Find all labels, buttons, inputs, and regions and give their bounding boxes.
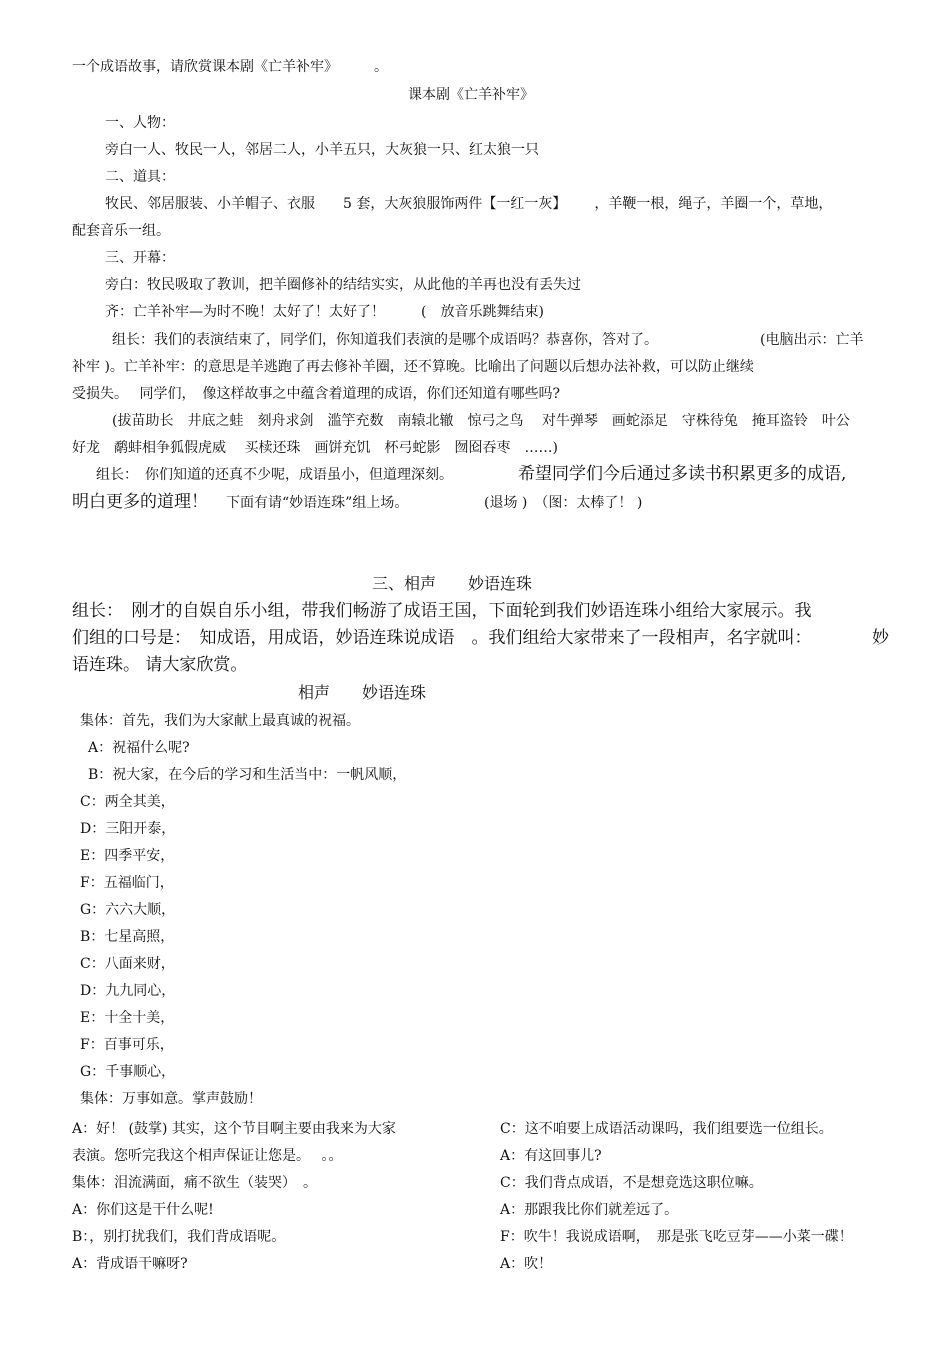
section-3-line-2a: 们组的口号是： 知成语，用成语，妙语连珠说成语 。我们组给大家带来了一段相声，名字就叫： <box>72 628 812 648</box>
chorus-text: 齐：亡羊补牢—为时不晚！太好了！太好了！ <box>105 304 385 320</box>
dialogue-line: G：六六大顺， <box>80 902 176 918</box>
leader-speech-2d: 下面有请“妙语连珠”组上场。 <box>226 495 409 511</box>
section-3-line-1: 组长： 刚才的自娱自乐小组，带我们畅游了成语王国，下面轮到我们妙语连珠小组给大家展示。我 <box>72 601 812 621</box>
intro-text: 一个成语故事，请欣赏课本剧《亡羊补牢》 <box>72 59 338 75</box>
props-part-b: 5 套，大灰狼服饰两件【一红一灰】 <box>343 196 567 212</box>
right-column-line: A：那跟我比你们就差远了。 <box>500 1202 679 1218</box>
right-column-line: A：有这回事儿? <box>500 1148 602 1164</box>
left-column-line: 表演。您听完我这个相声保证让您是。 。。 <box>72 1148 343 1164</box>
dialogue-line: 集体：首先，我们为大家献上最真诚的祝福。 <box>80 713 360 729</box>
right-column-line: F：吹牛！我说成语啊， 那是张飞吃豆芽——小菜一碟！ <box>500 1229 853 1245</box>
dialogue-line: G：千事顺心， <box>80 1064 176 1080</box>
left-column-line: 集体：泪流满面，痛不欲生（装哭） 。 <box>72 1175 317 1191</box>
idioms-line-1: (拔苗助长 井底之蛙 刻舟求剑 滥竽充数 南辕北辙 惊弓之鸟 对牛弹琴 画蛇添足 守株待兔 掩耳盗铃 叶公 <box>112 413 850 429</box>
dialogue-line: A：祝福什么呢? <box>88 740 190 756</box>
left-column-line: B：，别打扰我们，我们背成语呢。 <box>72 1229 286 1245</box>
leader-speech-1c: 补牢 )。亡羊补牢：的意思是羊逃跑了再去修补羊圈，还不算晚。比喻出了问题以后想办法补救，可以防止继续 <box>72 359 754 375</box>
opening-heading: 三、开幕： <box>105 250 175 266</box>
section-3-line-2b: 妙 <box>872 628 889 648</box>
leader-speech-2c: 明白更多的道理！ <box>72 492 208 512</box>
intro-line <box>72 58 388 76</box>
play-title: 课本剧《亡羊补牢》 <box>408 87 534 103</box>
characters-text: 旁白一人、牧民一人，邻居二人，小羊五只，大灰狼一只、红太狼一只 <box>105 142 539 158</box>
dialogue-line: D：三阳开泰， <box>80 821 176 837</box>
right-column-line: A：吹！ <box>500 1256 553 1272</box>
section-3-line-3: 语连珠。 请大家欣赏。 <box>72 655 248 675</box>
leader-speech-2a: 组长： 你们知道的还真不少呢，成语虽小，但道理深刻。 <box>96 467 453 483</box>
props-line-1 <box>105 195 832 213</box>
section-3-title: 三、相声 妙语连珠 <box>372 574 533 593</box>
dialogue-line: C：两全其美， <box>80 794 175 810</box>
characters-heading: 一、人物： <box>105 115 175 131</box>
left-column-line: A：你们这是干什么呢! <box>72 1202 214 1218</box>
dialogue-line: E：十全十美， <box>80 1010 175 1026</box>
chorus-line <box>105 303 544 321</box>
dialogue-line: E：四季平安， <box>80 848 175 864</box>
props-line-2: 配套音乐一组。 <box>72 223 170 239</box>
dialogue-line: F：百事可乐， <box>80 1037 174 1053</box>
right-column-line: C：我们背点成语，不是想竞选这职位嘛。 <box>500 1175 763 1191</box>
props-heading: 二、道具： <box>105 169 175 185</box>
leader-speech-1d: 受损失。 同学们， 像这样故事之中蕴含着道理的成语，你们还知道有哪些吗? <box>72 386 560 402</box>
leader-speech-1a: 组长：我们的表演结束了，同学们，你知道我们表演的是哪个成语吗？恭喜你，答对了。 <box>112 332 658 348</box>
narrator-line: 旁白：牧民吸取了教训，把羊圈修补的结结实实，从此他的羊再也没有丢失过 <box>105 277 581 293</box>
chorus-note: ( 放音乐跳舞结束) <box>421 304 544 320</box>
leader-speech-1b: (电脑出示：亡羊 <box>760 332 864 348</box>
dialogue-line: B：祝大家，在今后的学习和生活当中：一帆风顺， <box>88 767 407 783</box>
dialogue-line: 集体：万事如意。掌声鼓励！ <box>80 1091 262 1107</box>
leader-speech-2e: (退场 ) （图：太棒了！ ) <box>484 495 643 511</box>
idioms-line-2: 好龙 鹬蚌相争狐假虎威 买椟还珠 画饼充饥 杯弓蛇影 囫囵吞枣 ……) <box>72 440 558 456</box>
props-part-a: 牧民、邻居服装、小羊帽子、衣服 <box>105 196 315 212</box>
right-column-line: C：这不咱要上成语活动课吗，我们组要选一位组长。 <box>500 1121 833 1137</box>
left-column-line: A：好！ (鼓掌) 其实，这个节目啊主要由我来为大家 <box>72 1121 396 1137</box>
dialogue-line: C：八面来财， <box>80 956 175 972</box>
dialogue-line: D：九九同心， <box>80 983 176 999</box>
dialogue-line: B：七星高照， <box>80 929 175 945</box>
left-column-line: A：背成语干嘛呀? <box>72 1256 188 1272</box>
leader-speech-2b: 希望同学们今后通过多读书积累更多的成语, <box>518 464 847 484</box>
props-part-c: ，羊鞭一根，绳子，羊圈一个，草地， <box>594 196 833 212</box>
dialogue-line: F：五福临门， <box>80 875 174 891</box>
crosstalk-title: 相声 妙语连珠 <box>298 683 427 702</box>
intro-period: 。 <box>374 59 388 75</box>
